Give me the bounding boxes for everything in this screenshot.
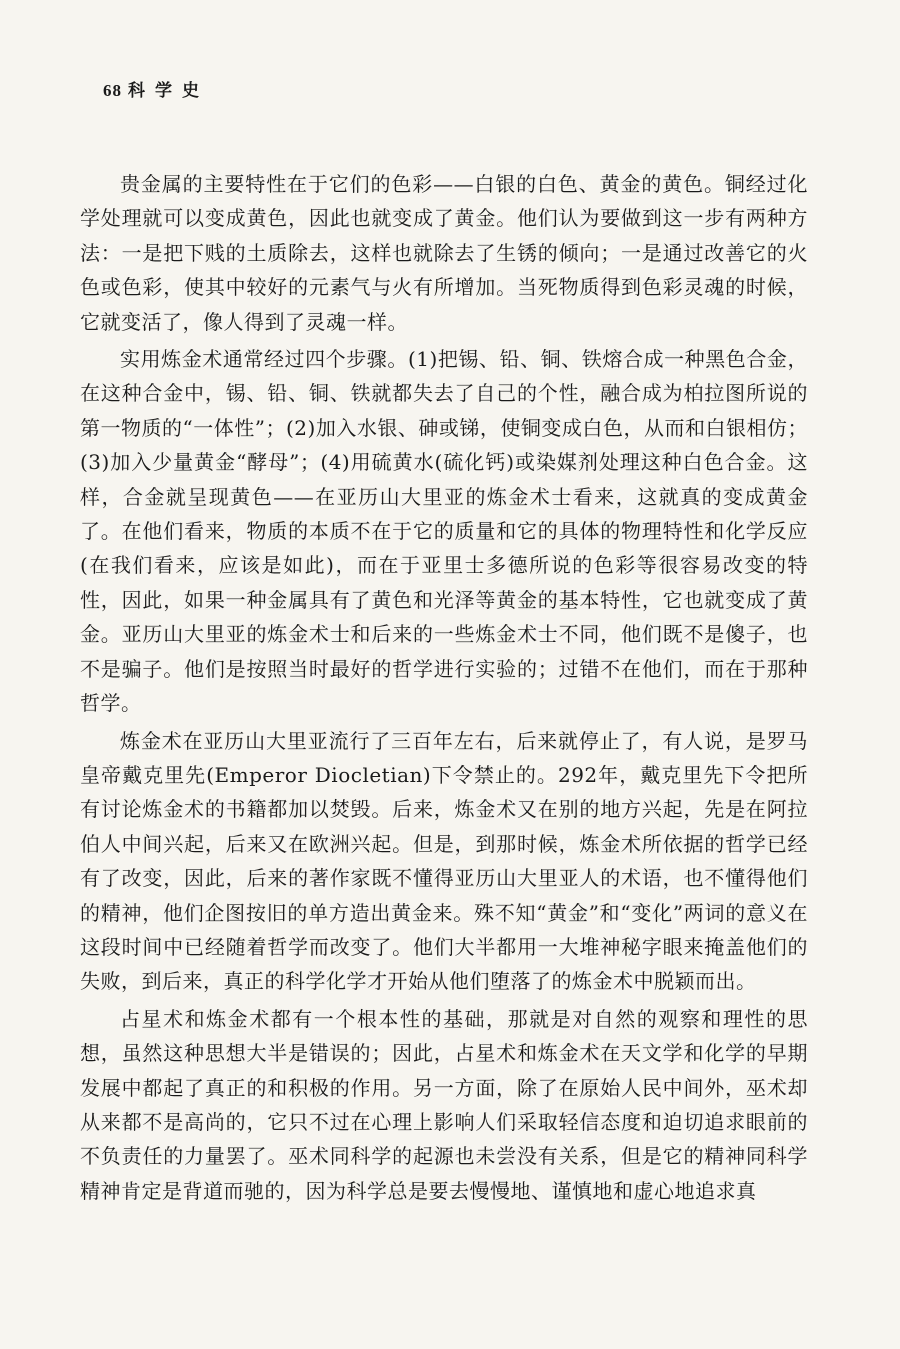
page-number: 68 (103, 81, 122, 100)
paragraph-1: 贵金属的主要特性在于它们的色彩——白银的白色、黄金的黄色。铜经过化学处理就可以变成黄色，因此也就变成了黄金。他们认为要做到这一步有两种方法：一是把下贱的土质除去，这样也就除去了生锈的倾向；一是通过改善它的火色或色彩，使其中较好的元素气与火有所增加。当死物质得到色彩灵魂的时候，它就变活了，像人得到了灵魂一样。 (80, 172, 808, 334)
running-title: 科学史 (128, 81, 209, 101)
paragraph-2: 实用炼金术通常经过四个步骤。(1)把锡、铅、铜、铁熔合成一种黑色合金，在这种合金中，锡、铅、铜、铁就都失去了自己的个性，融合成为柏拉图所说的第一物质的“一体性”；(2)加入水银、砷或锑，使铜变成白色，从而和白银相仿；(3)加入少量黄金“酵母”；(4)用硫黄水(硫化钙)或染媒剂处理这种白色合金。这样，合金就呈现黄色——在亚历山大里亚的炼金术士看来，这就真的变成黄金了。在他们看来，物质的本质不在于它的质量和它的具体的物理特性和化学反应(在我们看来，应该是如此)，而在于亚里士多德所说的色彩等很容易改变的特性，因此，如果一种金属具有了黄色和光泽等黄金的基本特性，它也就变成了黄金。亚历山大里亚的炼金术士和后来的一些炼金术士不同，他们既不是傻子，也不是骗子。他们是按照当时最好的哲学进行实验的；过错不在他们，而在于那种哲学。 (80, 347, 808, 716)
page-header (103, 76, 209, 101)
body-text (80, 167, 808, 1211)
paragraph-4: 占星术和炼金术都有一个根本性的基础，那就是对自然的观察和理性的思想，虽然这种思想大半是错误的；因此，占星术和炼金术在天文学和化学的早期发展中都起了真正的和积极的作用。另一方面，除了在原始人民中间外，巫术却从来都不是高尚的，它只不过在心理上影响人们采取轻信态度和迫切追求眼前的不负责任的力量罢了。巫术同科学的起源也未尝没有关系，但是它的精神同科学精神肯定是背道而驰的，因为科学总是要去慢慢地、谨慎地和虚心地追求真 (80, 1006, 808, 1203)
paragraph-3: 炼金术在亚历山大里亚流行了三百年左右，后来就停止了，有人说，是罗马皇帝戴克里先(Emperor Diocletian)下令禁止的。292年，戴克里先下令把所有讨论炼金术的书籍都加以焚毁。后来，炼金术又在别的地方兴起，先是在阿拉伯人中间兴起，后来又在欧洲兴起。但是，到那时候，炼金术所依据的哲学已经有了改变，因此，后来的著作家既不懂得亚历山大里亚人的术语，也不懂得他们的精神，他们企图按旧的单方造出黄金来。殊不知“黄金”和“变化”两词的意义在这段时间中已经随着哲学而改变了。他们大半都用一大堆神秘字眼来掩盖他们的失败，到后来，真正的科学化学才开始从他们堕落了的炼金术中脱颖而出。 (80, 728, 808, 994)
